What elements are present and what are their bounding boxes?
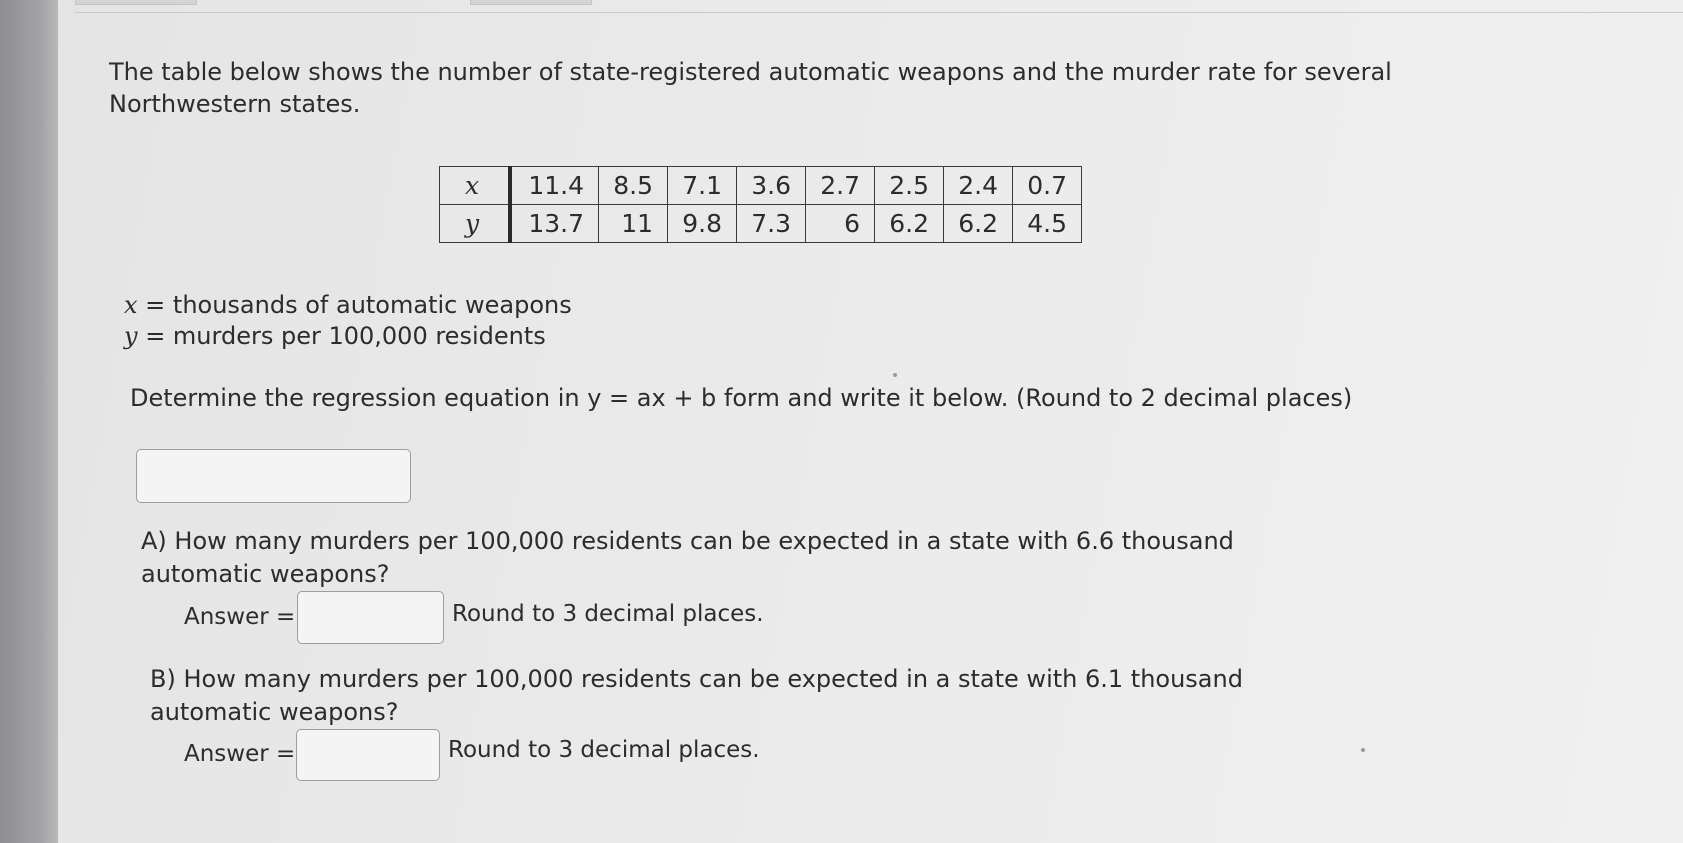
row-label-y: y [440,205,511,243]
table-cell: 6.2 [944,205,1013,243]
screen-speck [893,373,897,377]
question-a-answer-label: Answer = [184,604,296,630]
x-definition [124,290,572,321]
table-row-x [440,167,1082,205]
table-cell: 8.5 [599,167,668,205]
regression-prompt: Determine the regression equation in y = ax + b form and write it below. (Round to 2 decimal places) [130,384,1353,412]
screen-speck [1361,748,1365,752]
data-table [439,166,1082,243]
table-cell: 2.5 [875,167,944,205]
table-cell: 2.4 [944,167,1013,205]
question-b-answer-input[interactable] [296,729,440,781]
top-divider [75,12,1683,13]
y-definition-text: = murders per 100,000 residents [137,322,546,350]
table-cell: 7.3 [737,205,806,243]
question-b-text: B) How many murders per 100,000 residents can be expected in a state with 6.1 thousand automatic weapons? [150,665,1243,726]
variable-definitions [124,290,572,352]
table-cell: 13.7 [510,205,599,243]
y-definition [124,321,572,352]
question-a-answer-input[interactable] [297,591,444,644]
table-cell: 3.6 [737,167,806,205]
table-cell: 11.4 [510,167,599,205]
x-definition-text: = thousands of automatic weapons [137,291,572,319]
table-cell: 0.7 [1013,167,1082,205]
question-a-round-note: Round to 3 decimal places. [452,601,764,627]
top-tab-left [75,0,197,5]
table-cell: 2.7 [806,167,875,205]
table-cell: 6 [806,205,875,243]
table-row-y [440,205,1082,243]
y-symbol: y [124,322,138,350]
regression-equation-input[interactable] [136,449,411,503]
question-b-answer-label: Answer = [184,741,296,767]
table-cell: 7.1 [668,167,737,205]
intro-text: The table below shows the number of state-registered automatic weapons and the murder rate for several Northwestern states. [109,58,1392,118]
row-label-x: x [440,167,511,205]
table-cell: 9.8 [668,205,737,243]
question-b-round-note: Round to 3 decimal places. [448,737,760,763]
table-cell: 6.2 [875,205,944,243]
table-cell: 11 [599,205,668,243]
question-a-text: A) How many murders per 100,000 residents can be expected in a state with 6.6 thousand automatic weapons? [141,527,1234,588]
top-tab-right [470,0,592,5]
x-symbol: x [124,291,138,319]
left-edge-bar [0,0,58,843]
table-cell: 4.5 [1013,205,1082,243]
